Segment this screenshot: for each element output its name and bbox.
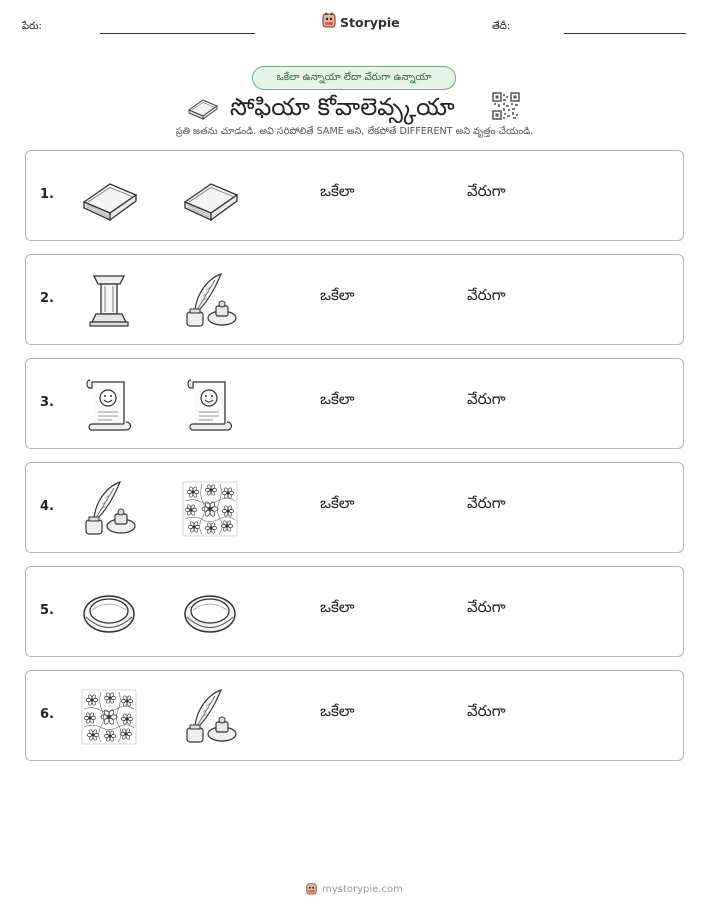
question-number: 2. <box>40 291 54 306</box>
question-row-3 <box>25 358 684 449</box>
date-field[interactable] <box>564 33 686 34</box>
question-row-5 <box>25 566 684 657</box>
name-label: పేరు: <box>22 21 42 32</box>
question-number: 6. <box>40 707 54 722</box>
brand-logo <box>322 12 400 32</box>
same-option[interactable]: ఒకేలా <box>320 390 355 408</box>
same-option[interactable]: ఒకేలా <box>320 494 355 512</box>
storypie-mascot-icon <box>306 880 317 899</box>
topic-pill: ఒకేలా ఉన్నాయా లేదా వేరుగా ఉన్నాయా <box>252 66 456 90</box>
different-option[interactable]: వేరుగా <box>467 702 506 720</box>
question-row-4 <box>25 462 684 553</box>
question-number: 4. <box>40 499 54 514</box>
different-option[interactable]: వేరుగా <box>467 182 506 200</box>
ring-icon <box>181 584 239 642</box>
name-field[interactable] <box>100 33 255 34</box>
book-icon <box>187 92 219 124</box>
ring-icon <box>80 584 138 642</box>
footer <box>0 880 709 899</box>
question-number: 5. <box>40 603 54 618</box>
scroll-icon <box>181 376 239 434</box>
different-option[interactable]: వేరుగా <box>467 286 506 304</box>
question-row-1 <box>25 150 684 241</box>
book-icon <box>181 168 239 226</box>
question-number: 3. <box>40 395 54 410</box>
different-option[interactable]: వేరుగా <box>467 390 506 408</box>
instructions: ప్రతి జతను చూడండి. అవి సరిపోలితే SAME అని, లేకపోతే DIFFERENT అని వృత్తం చేయండి. <box>175 126 534 137</box>
floral-pattern-icon <box>80 688 138 746</box>
different-option[interactable]: వేరుగా <box>467 598 506 616</box>
same-option[interactable]: ఒకేలా <box>320 702 355 720</box>
page-title: సోఫియా కోవాలెవ్స్కయా <box>230 93 455 121</box>
quill-inkwell-icon <box>80 480 138 538</box>
lectern-icon <box>80 272 138 330</box>
question-number: 1. <box>40 187 54 202</box>
different-option[interactable]: వేరుగా <box>467 494 506 512</box>
footer-url: mystorypie.com <box>322 884 403 895</box>
scroll-icon <box>80 376 138 434</box>
book-icon <box>80 168 138 226</box>
question-row-2 <box>25 254 684 345</box>
same-option[interactable]: ఒకేలా <box>320 598 355 616</box>
quill-inkwell-icon <box>181 688 239 746</box>
same-option[interactable]: ఒకేలా <box>320 182 355 200</box>
floral-pattern-icon <box>181 480 239 538</box>
same-option[interactable]: ఒకేలా <box>320 286 355 304</box>
quill-inkwell-icon <box>181 272 239 330</box>
date-label: తేదీ: <box>492 21 511 32</box>
question-row-6 <box>25 670 684 761</box>
brand-name: Storypie <box>340 14 400 30</box>
qr-code-icon <box>492 92 520 124</box>
storypie-mascot-icon <box>322 12 336 32</box>
